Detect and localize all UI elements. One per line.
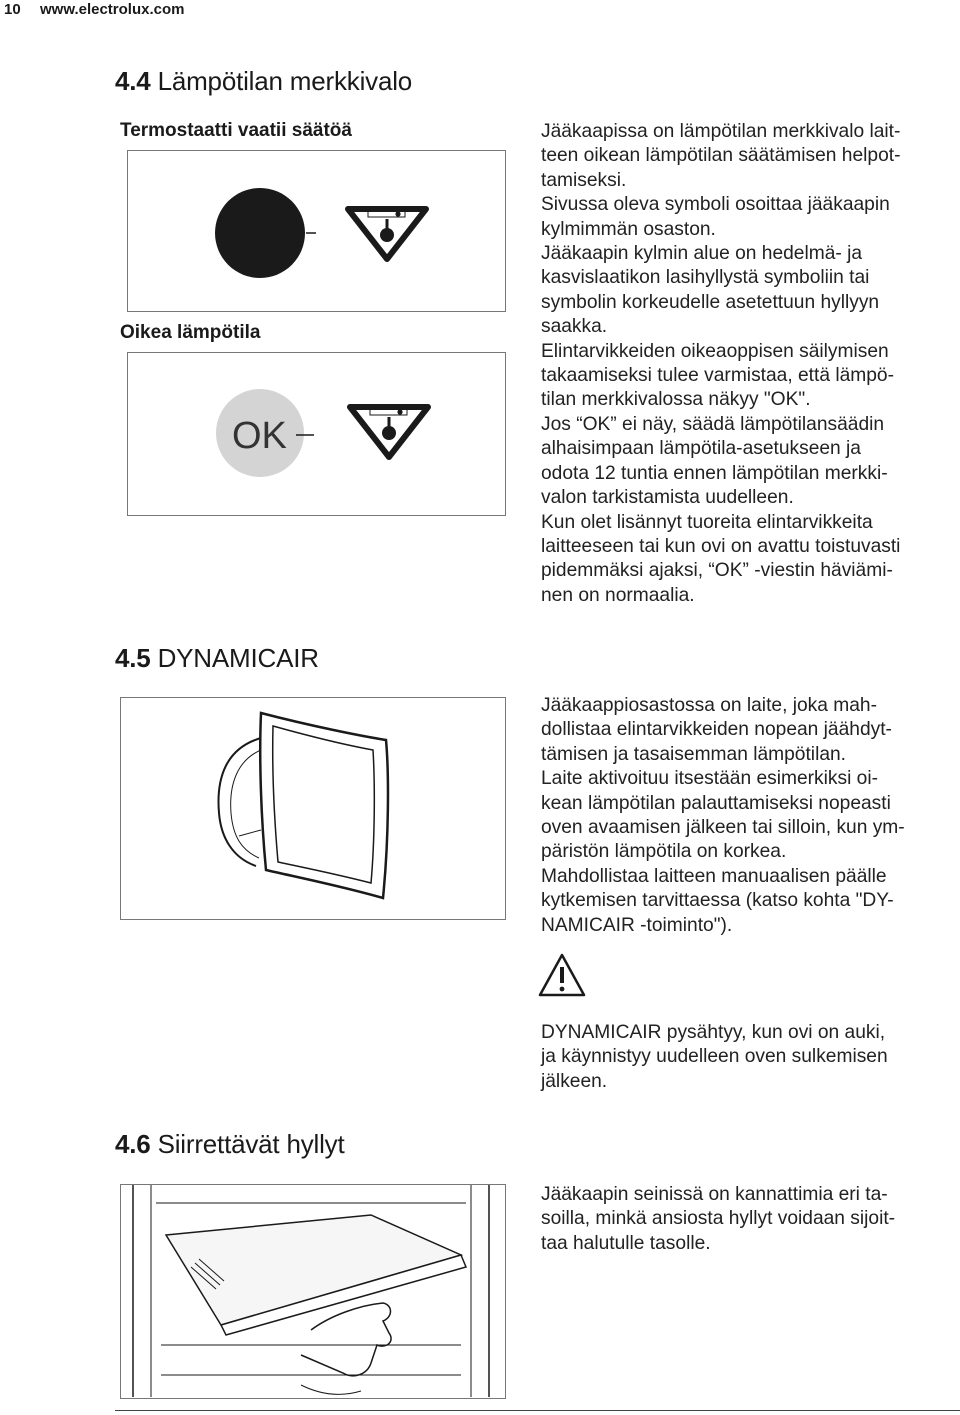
shelves-panel [120, 1184, 506, 1399]
section-title-text: Siirrettävät hyllyt [157, 1129, 345, 1159]
movable-shelf-illustration [121, 1185, 504, 1397]
section-title-text: Lämpötilan merkkivalo [157, 66, 413, 96]
section-4-6-title [115, 1129, 345, 1160]
section-title-text: DYNAMICAIR [157, 643, 319, 673]
section-4-5-text: Jääkaappiosastossa on laite, joka mah- dollistaa elintarvikkeiden nopean jäähdyt- tämisen ja tasaisemman lämpötilan. Laite aktivoituu itsestään esimerkiksi oi- kean lämpötilan palauttamiseksi nopeasti oven avaamisen jälkeen tai silloin, kun ym- päristön lämpötila on korkea. Mahdollistaa laitteen manuaalisen päälle kytkemisen tarvittaessa (katso kohta "DY- NAMICAIR -toiminto"). [541, 695, 905, 936]
section-number: 4.4 [115, 66, 151, 96]
indicator-ok-illustration [128, 353, 504, 514]
correct-temperature-caption: Oikea lämpötila [120, 322, 261, 343]
page-number: 10 [4, 1, 21, 18]
indicator-dark-circle [215, 188, 305, 278]
section-number: 4.6 [115, 1129, 151, 1159]
warning-triangle-icon [537, 952, 587, 998]
section-number: 4.5 [115, 643, 151, 673]
dynamicair-warning-text: DYNAMICAIR pysähtyy, kun ovi on auki, ja käynnistyy uudelleen oven sulkemisen jälkeen. [541, 1022, 888, 1092]
header-url[interactable]: www.electrolux.com [40, 1, 185, 18]
ok-label: OK [232, 415, 287, 457]
section-4-5-title [115, 643, 319, 674]
thermostat-caption: Termostaatti vaatii säätöä [120, 120, 352, 141]
section-4-6-text: Jääkaapin seinissä on kannattimia eri ta- soilla, minkä ansiosta hyllyt voidaan sijoit- taa halutulle tasolle. [541, 1184, 896, 1254]
section-4-4-title [115, 66, 412, 97]
section-4-4-text: Jääkaapissa on lämpötilan merkkivalo lait- teen oikean lämpötilan säätämisen helpot- tamiseksi. Sivussa oleva symboli osoittaa jääkaapin kylmimmän osaston. Jääkaapin kylmin alue on hedelmä- ja kasvislaatikon lasihyllystä symboliin tai symbolin korkeudelle asetettuun hyllyyn saakka. Elintarvikkeiden oikeaoppisen säilymisen takaamiseksi tulee varmistaa, että lämpö- tilan merkkivalossa näkyy "OK". Jos “OK” ei näy, säädä lämpötilansäädin alhaisimpaan lämpötila-asetukseen ja odota 12 tuntia ennen lämpötilan merkki- valon tarkistamista uudelleen. Kun olet lisännyt tuoreita elintarvikkeita laitteeseen tai kun ovi on avattu toistuvasti pidemmäksi ajaksi, “OK” -viestin häviämi- nen on normaalia. [541, 121, 901, 606]
indicator-dark-illustration [128, 151, 504, 310]
dynamicair-illustration [121, 698, 504, 918]
cold-zone-symbol-icon [350, 407, 428, 457]
indicator-ok-panel [127, 352, 506, 516]
indicator-needs-adjustment-panel [127, 150, 506, 312]
bottom-divider [115, 1410, 960, 1411]
dynamicair-panel [120, 697, 506, 920]
cold-zone-symbol-icon [348, 209, 426, 259]
